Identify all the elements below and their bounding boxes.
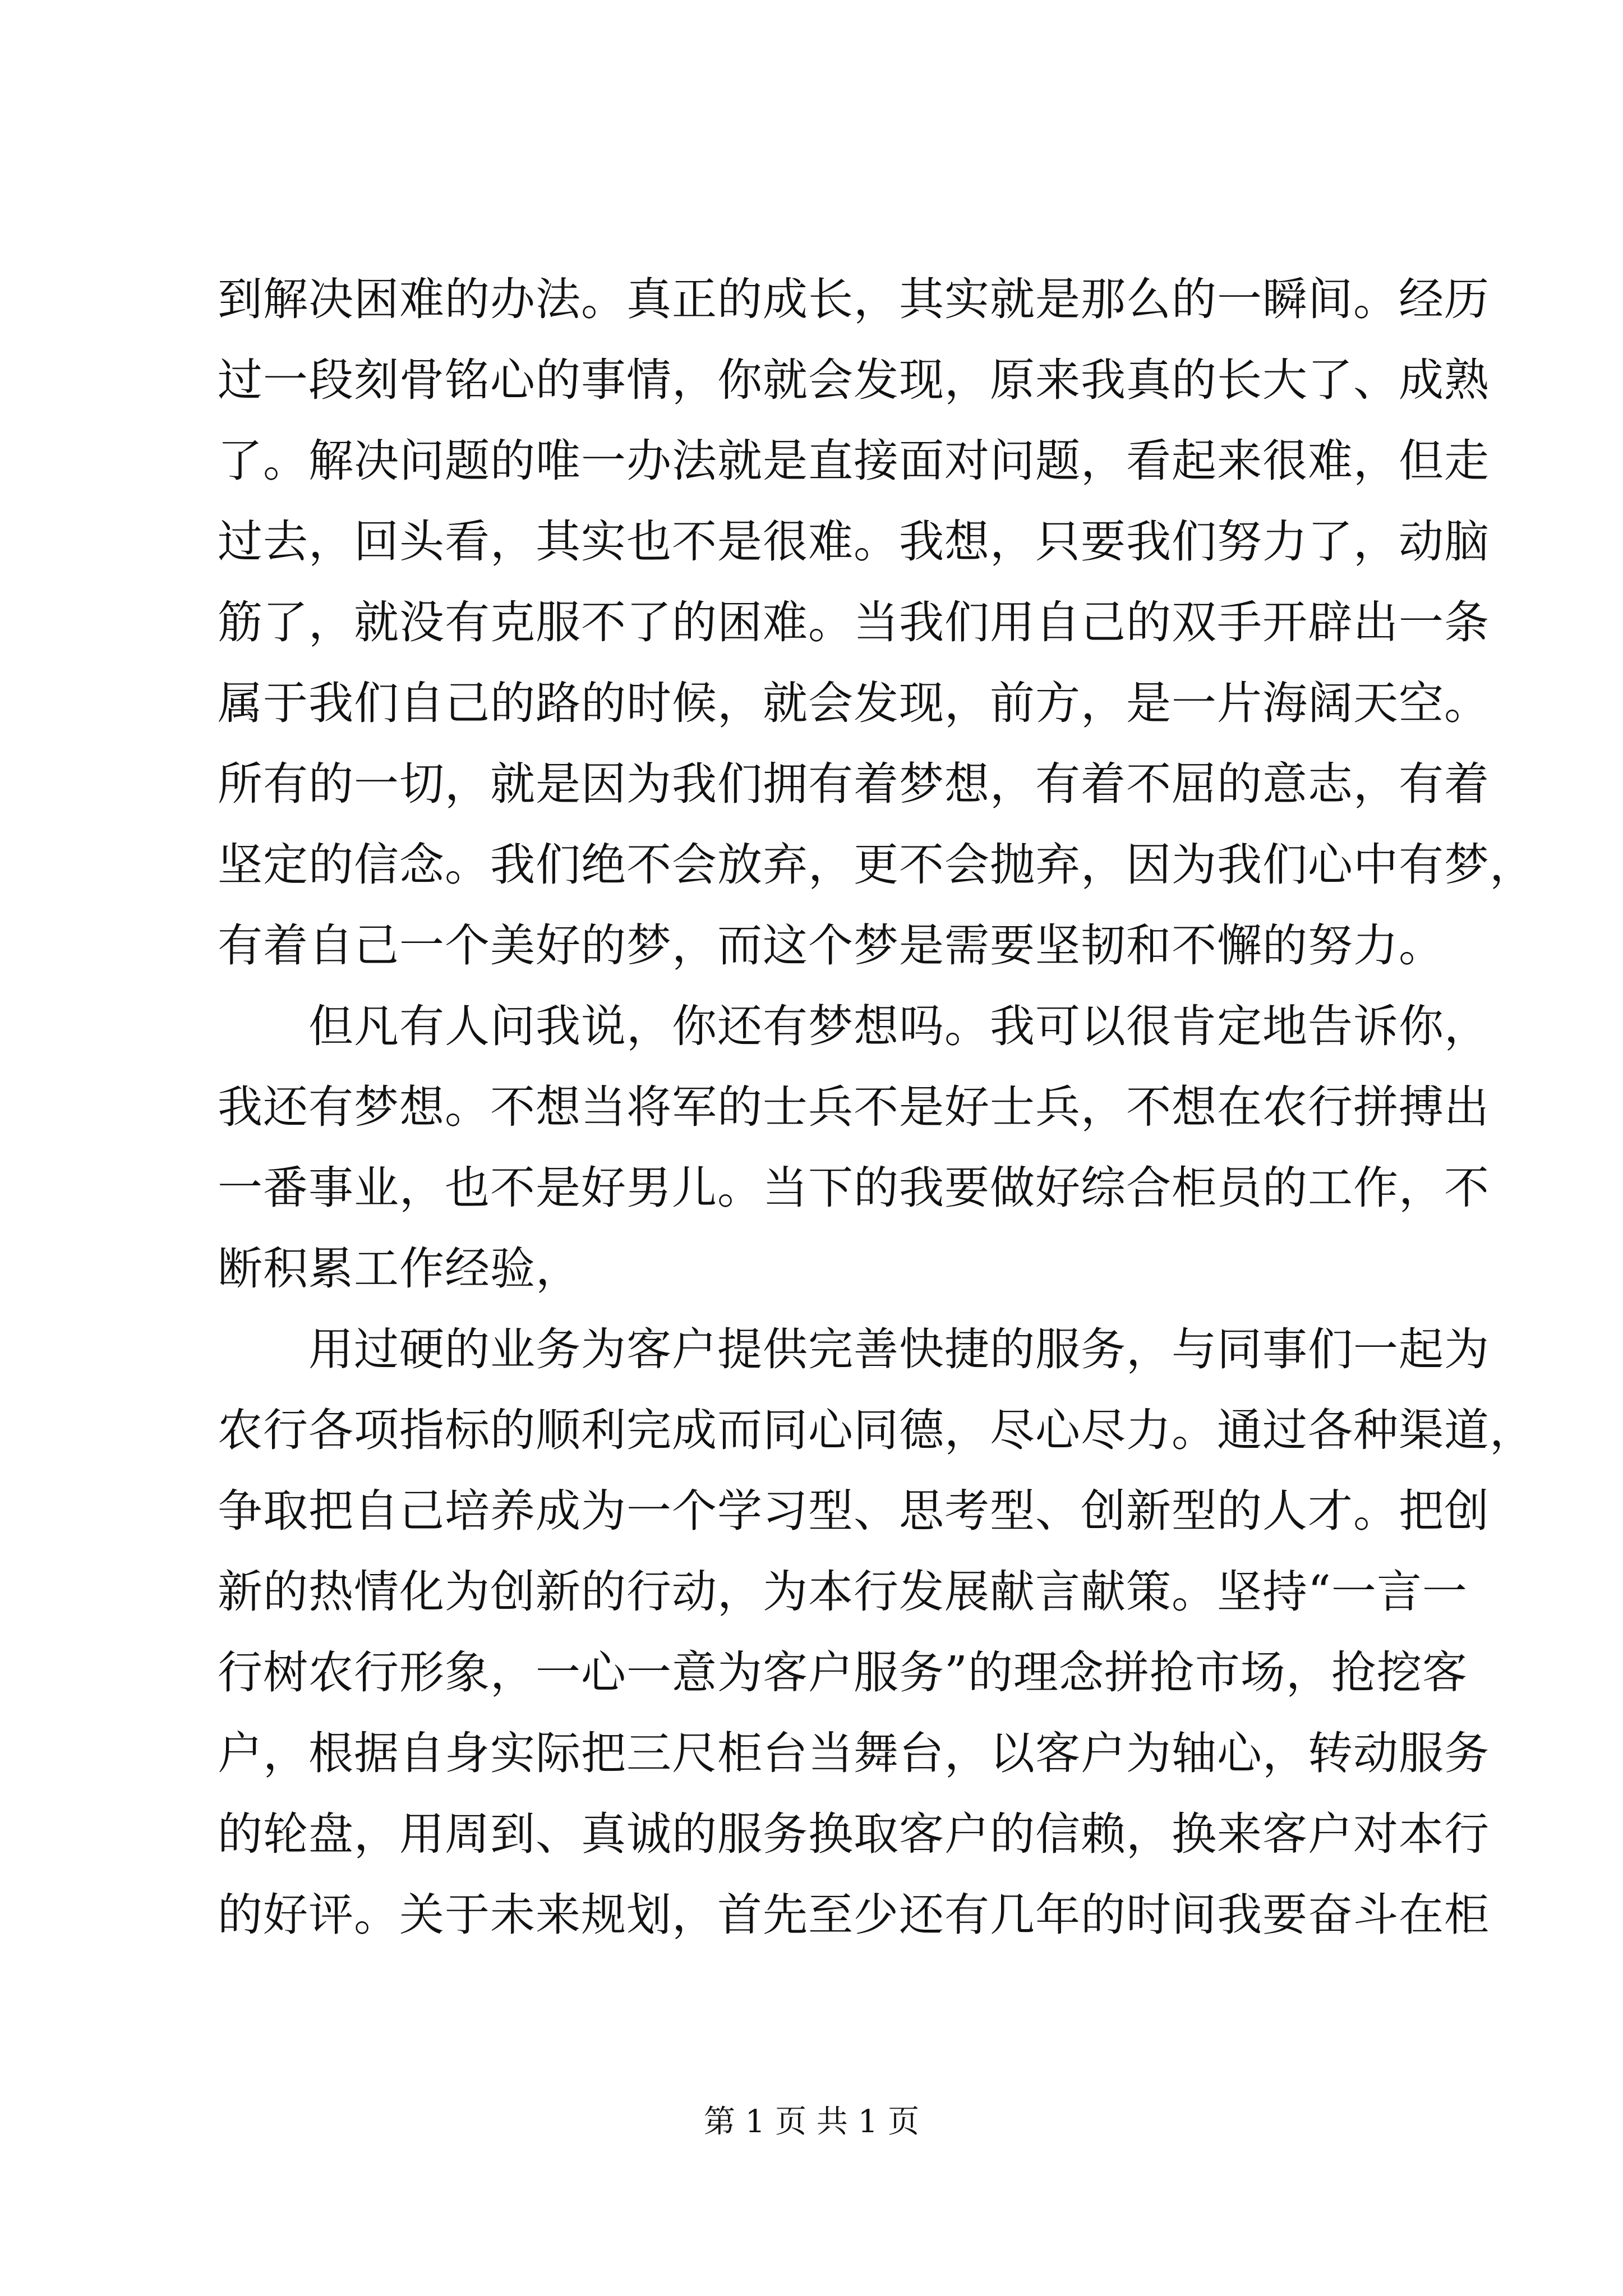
- text-line: 的轮盘，用周到、真诚的服务换取客户的信赖，换来客户对本行: [218, 1808, 1490, 1860]
- body-text: [218, 259, 1535, 1955]
- text-line: 过去，回头看，其实也不是很难。我想，只要我们努力了，动脑: [218, 516, 1490, 568]
- text-line: 过一段刻骨铭心的事情，你就会发现，原来我真的长大了、成熟: [218, 354, 1490, 406]
- text-line: 争取把自己培养成为一个学习型、思考型、创新型的人才。把创: [218, 1485, 1490, 1537]
- text-line: 的好评。关于未来规划，首先至少还有几年的时间我要奋斗在柜: [218, 1889, 1490, 1941]
- text-line: 新的热情化为创新的行动，为本行发展献言献策。坚持“一言一: [218, 1566, 1468, 1618]
- text-line: 用过硬的业务为客户提供完善快捷的服务，与同事们一起为: [218, 1323, 1490, 1375]
- text-line: 筋了，就没有克服不了的困难。当我们用自己的双手开辟出一条: [218, 596, 1490, 648]
- page-footer: 第 1 页 共 1 页: [703, 2104, 920, 2140]
- text-line: 但凡有人问我说，你还有梦想吗。我可以很肯定地告诉你，: [218, 1000, 1490, 1052]
- text-line: 户，根据自身实际把三尺柜台当舞台，以客户为轴心，转动服务: [218, 1727, 1490, 1779]
- text-line: 断积累工作经验，: [218, 1243, 581, 1295]
- text-line: 属于我们自己的路的时候，就会发现，前方，是一片海阔天空。: [218, 677, 1490, 729]
- text-line: 坚定的信念。我们绝不会放弃，更不会抛弃，因为我们心中有梦，: [218, 839, 1535, 891]
- text-line: 行树农行形象，一心一意为客户服务”的理念拼抢市场，抢挖客: [218, 1646, 1468, 1699]
- text-line: 我还有梦想。不想当将军的士兵不是好士兵，不想在农行拼搏出: [218, 1081, 1490, 1133]
- text-line: 有着自己一个美好的梦，而这个梦是需要坚韧和不懈的努力。: [218, 919, 1444, 972]
- text-line: 了。解决问题的唯一办法就是直接面对问题，看起来很难，但走: [218, 435, 1490, 487]
- text-line: 所有的一切，就是因为我们拥有着梦想，有着不屈的意志，有着: [218, 758, 1490, 810]
- text-line: 一番事业，也不是好男儿。当下的我要做好综合柜员的工作，不: [218, 1162, 1490, 1214]
- text-line: 到解决困难的办法。真正的成长，其实就是那么的一瞬间。经历: [218, 273, 1490, 325]
- text-line: 农行各项指标的顺利完成而同心同德，尽心尽力。通过各种渠道，: [218, 1404, 1535, 1456]
